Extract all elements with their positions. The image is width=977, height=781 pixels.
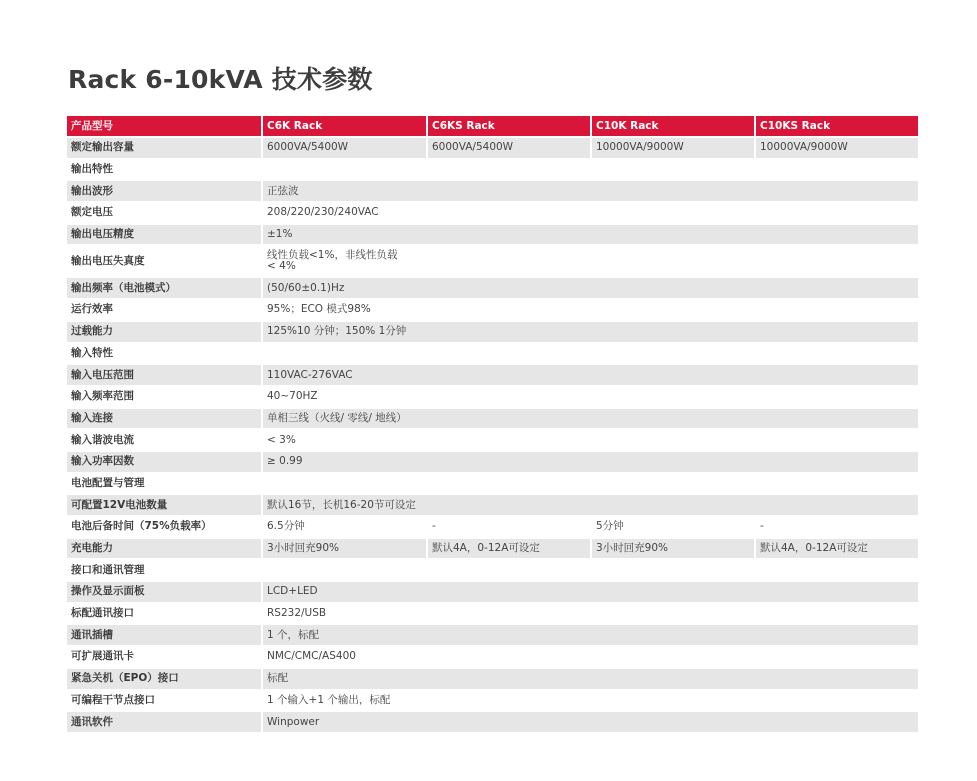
table-row [67,560,918,582]
table-row [67,203,918,225]
row-label: 操作及显示面板 [67,582,261,604]
row-value: 6000VA/5400W [261,138,426,160]
spec-table [67,116,918,734]
row-value [261,181,918,203]
row-value [261,669,918,691]
row-value: 3小时回充90% [590,539,754,561]
table-row [67,225,918,247]
row-label: 接口和通讯管理 [67,560,261,582]
row-label: 输出电压失真度 [67,246,261,278]
table-row [67,344,918,366]
row-label: 输出特性 [67,160,261,182]
table-row [67,647,918,669]
row-label: 输入特性 [67,344,261,366]
row-value [261,225,918,247]
header-c10k-rack: C10K Rack [590,116,754,138]
table-row [67,409,918,431]
row-value [261,409,918,431]
row-label: 紧急关机（EPO）接口 [67,669,261,691]
row-value-text: ≥ 0.99 [267,455,303,468]
row-value-text: 线性负载<1%，非线性负载 < 4% [267,249,398,273]
row-label: 可配置12V电池数量 [67,495,261,517]
section-blank-cell [261,560,918,582]
row-value [261,582,918,604]
row-value-text: 1 个，标配 [267,628,320,641]
row-value-text: 正弦波 [267,184,299,197]
row-value: 默认4A，0-12A可设定 [426,539,590,561]
row-value-text: 125%10 分钟；150% 1分钟 [267,325,407,338]
row-value [261,625,918,647]
table-row [67,452,918,474]
page-title: Rack 6-10kVA 技术参数 [68,65,373,94]
table-row [67,138,918,160]
row-value [261,495,918,517]
header-model: 产品型号 [67,116,261,138]
row-value-text: 标配 [267,672,288,685]
row-label: 输出波形 [67,181,261,203]
row-value: - [754,517,918,539]
table-row [67,181,918,203]
row-label: 输入频率范围 [67,387,261,409]
section-blank-cell [261,160,918,182]
row-value-text: 单相三线（火线/ 零线/ 地线） [267,411,407,424]
header-c6ks-rack: C6KS Rack [426,116,590,138]
row-value [261,647,918,669]
table-row [67,160,918,182]
row-value-text: < 3% [267,433,296,446]
table-row [67,712,918,734]
row-label: 输入连接 [67,409,261,431]
header-c10ks-rack: C10KS Rack [754,116,918,138]
table-row [67,300,918,322]
table-row [67,539,918,561]
row-value: 6000VA/5400W [426,138,590,160]
row-value [261,278,918,300]
table-row [67,517,918,539]
row-label: 运行效率 [67,300,261,322]
section-blank-cell [261,344,918,366]
table-row [67,474,918,496]
row-label: 电池配置与管理 [67,474,261,496]
row-label: 输入功率因数 [67,452,261,474]
table-row [67,625,918,647]
header-row [67,116,918,138]
row-value-text: ±1% [267,228,293,241]
row-label: 可扩展通讯卡 [67,647,261,669]
row-value-text: 40~70HZ [267,390,318,403]
row-value [261,430,918,452]
header-c6k-rack: C6K Rack [261,116,426,138]
row-value-text: 208/220/230/240VAC [267,206,379,219]
row-value: 默认4A，0-12A可设定 [754,539,918,561]
row-value: 6.5分钟 [261,517,426,539]
spec-body [67,138,918,734]
row-value [261,387,918,409]
row-value-text: 110VAC-276VAC [267,368,353,381]
row-value-text: Winpower [267,715,320,728]
row-value-text: (50/60±0.1)Hz [267,281,345,294]
row-value [261,246,918,278]
row-value: 5分钟 [590,517,754,539]
row-value-text: 默认16节，长机16-20节可设定 [267,498,416,511]
row-value: - [426,517,590,539]
row-label: 额定电压 [67,203,261,225]
table-row [67,430,918,452]
row-value [261,300,918,322]
row-value-text: 1 个输入+1 个输出，标配 [267,693,391,706]
table-row [67,691,918,713]
row-value [261,604,918,626]
row-label: 通讯插槽 [67,625,261,647]
row-value [261,712,918,734]
row-label: 输出频率（电池模式） [67,278,261,300]
table-row [67,669,918,691]
row-label: 标配通讯接口 [67,604,261,626]
row-label: 输入电压范围 [67,365,261,387]
row-value [261,452,918,474]
row-label: 电池后备时间（75%负载率） [67,517,261,539]
row-value-text: LCD+LED [267,585,318,598]
row-value: 3小时回充90% [261,539,426,561]
row-label: 通讯软件 [67,712,261,734]
row-value [261,203,918,225]
table-row [67,495,918,517]
table-row [67,387,918,409]
table-row [67,322,918,344]
row-value-text: NMC/CMC/AS400 [267,650,356,663]
table-row [67,365,918,387]
row-value [261,691,918,713]
table-row [67,582,918,604]
row-label: 额定输出容量 [67,138,261,160]
row-label: 充电能力 [67,539,261,561]
table-row [67,246,918,278]
row-label: 可编程干节点接口 [67,691,261,713]
row-value-text: 95%；ECO 模式98% [267,303,371,316]
section-blank-cell [261,474,918,496]
row-label: 过载能力 [67,322,261,344]
table-row [67,278,918,300]
row-value [261,365,918,387]
row-value-text: RS232/USB [267,607,327,620]
row-label: 输出电压精度 [67,225,261,247]
row-value: 10000VA/9000W [590,138,754,160]
row-value [261,322,918,344]
row-value: 10000VA/9000W [754,138,918,160]
row-label: 输入谐波电流 [67,430,261,452]
table-row [67,604,918,626]
